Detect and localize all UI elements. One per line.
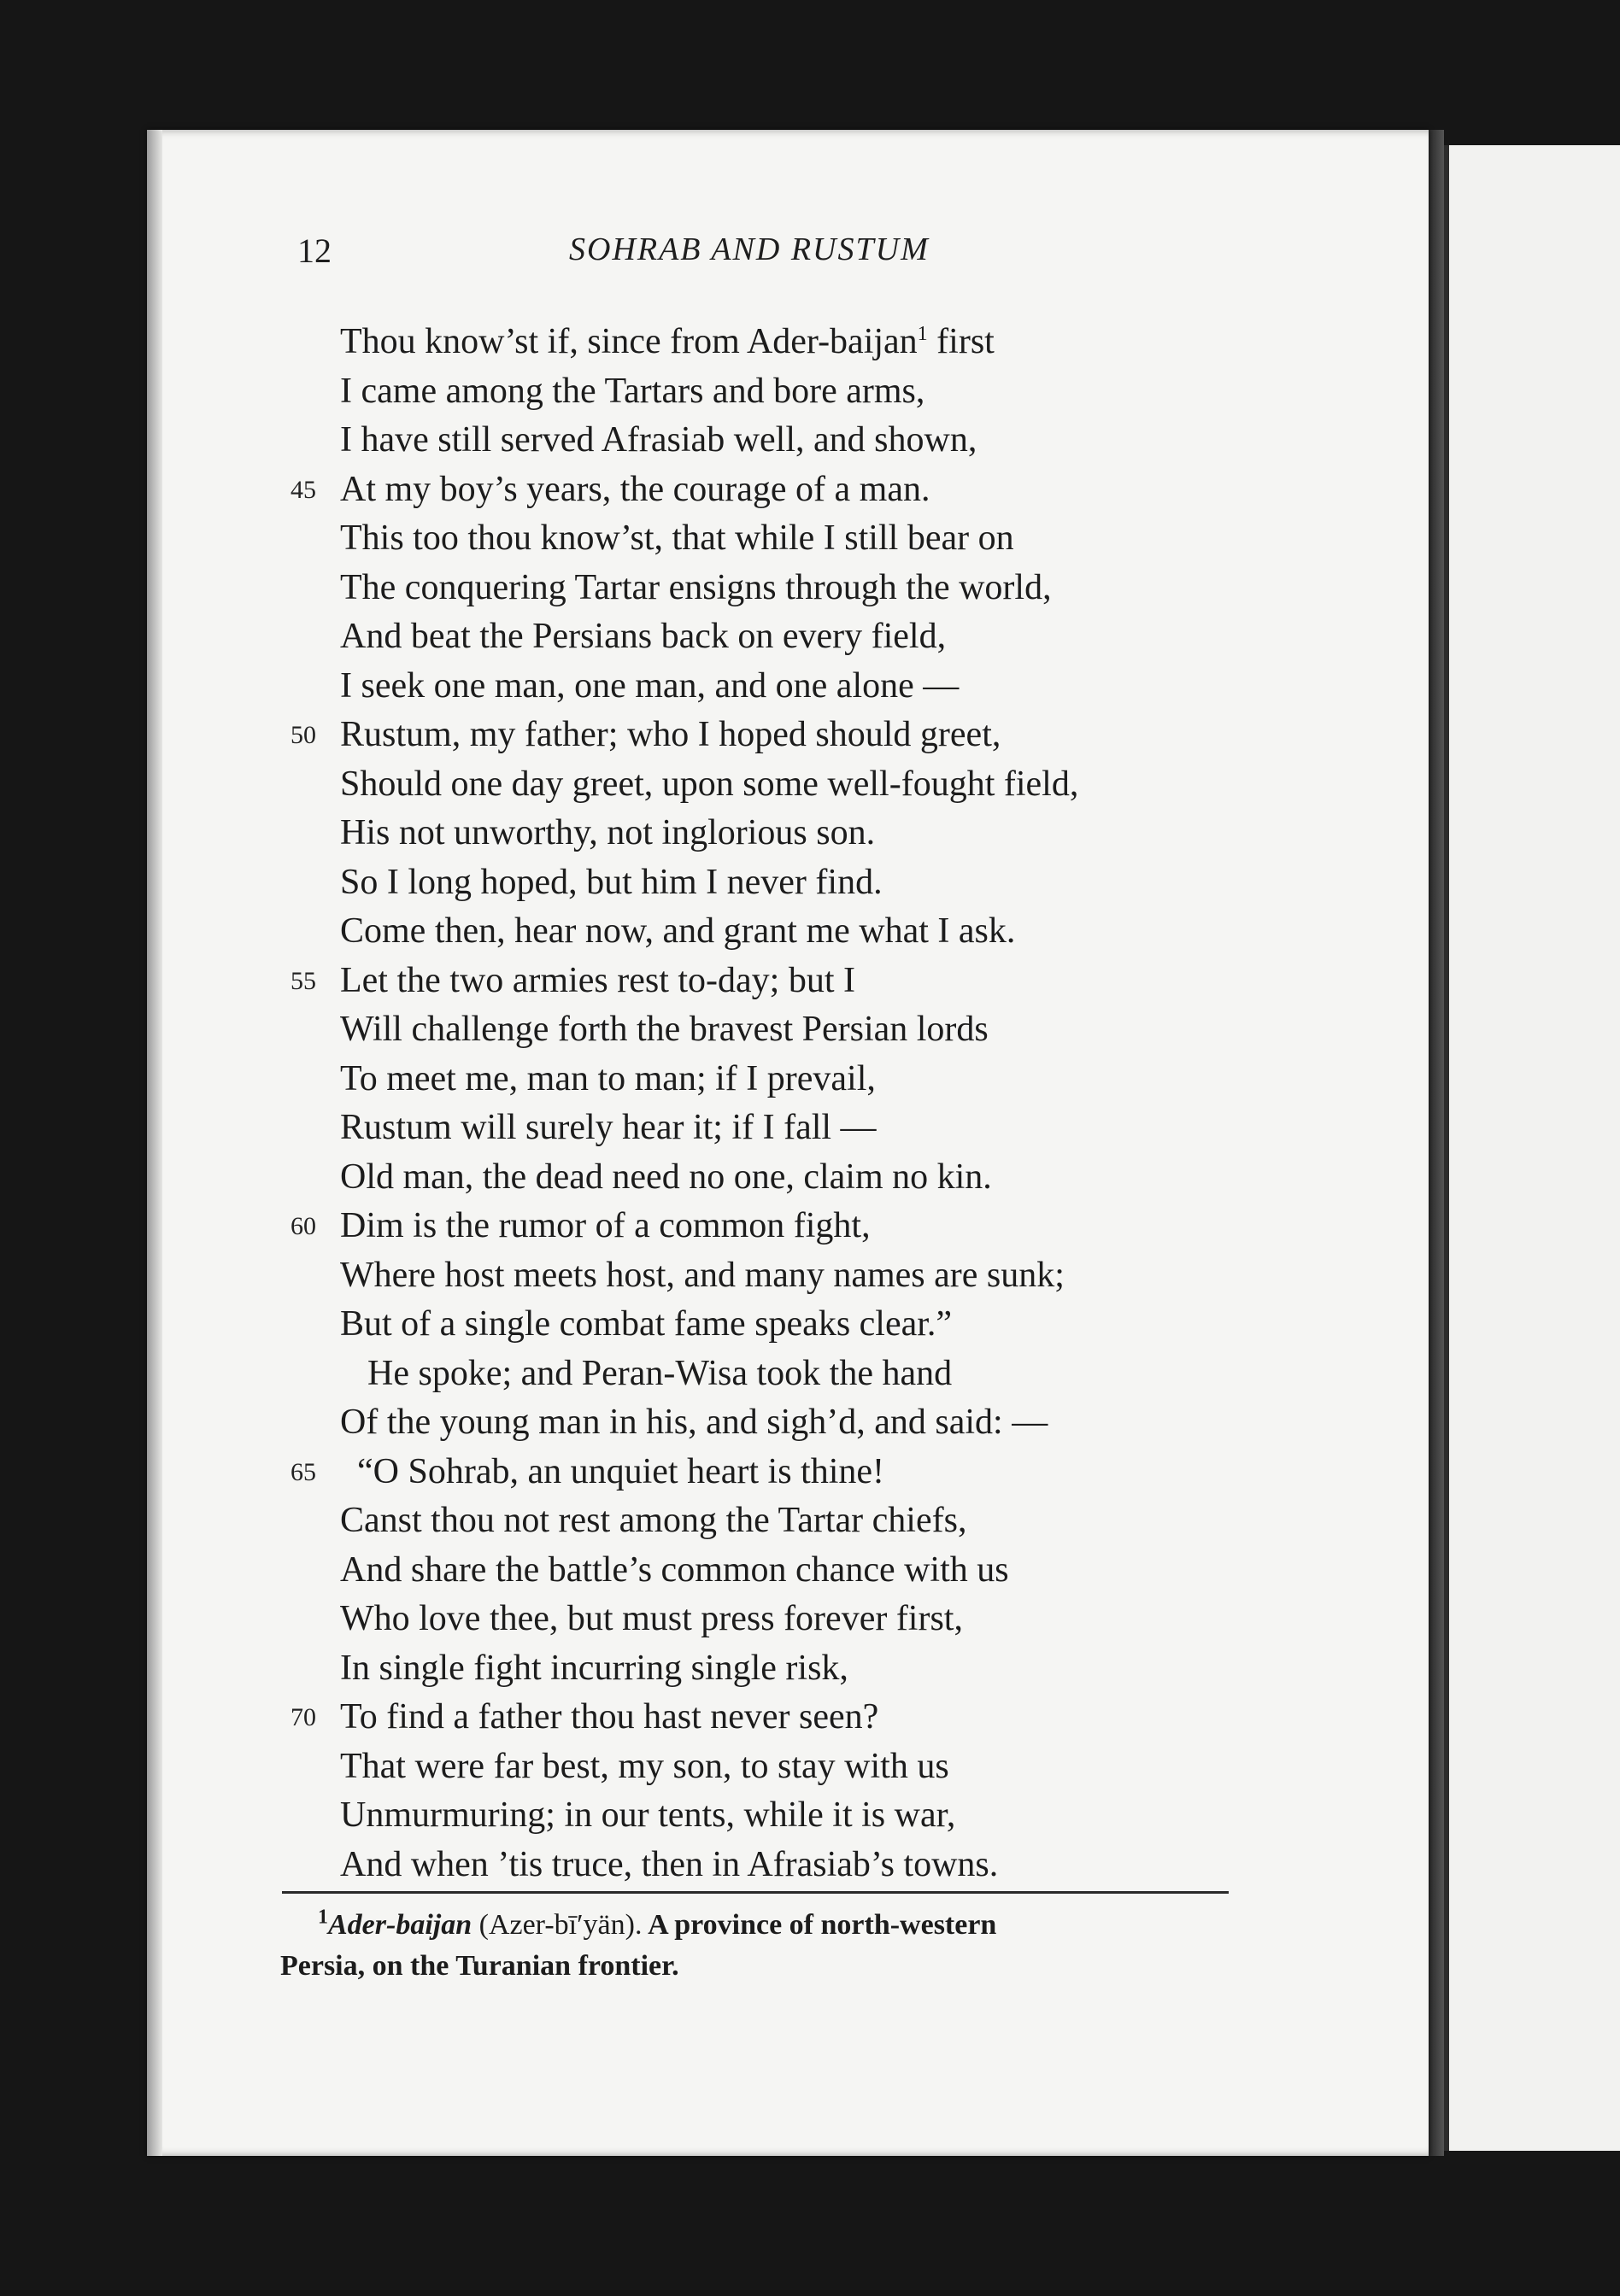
line-text-main: Unmurmuring; in our tents, while it is war,: [340, 1795, 956, 1835]
line-text-main: Where host meets host, and many names are sunk;: [340, 1255, 1065, 1295]
poem-line: [147, 1005, 1429, 1055]
line-text-main: But of a single combat fame speaks clear.”: [340, 1304, 953, 1344]
line-text-main: Let the two armies rest to-day; but I: [340, 960, 855, 1000]
poem-line: [147, 1546, 1429, 1596]
page-number: 12: [297, 231, 332, 270]
line-text-main: “O Sohrab, an unquiet heart is thine!: [357, 1451, 884, 1491]
line-text: [340, 711, 1001, 760]
footnote-mark: 1: [318, 1906, 328, 1929]
line-text-main: He spoke; and Peran-Wisa took the hand: [367, 1353, 953, 1393]
line-text-main: I came among the Tartars and bore arms,: [340, 371, 925, 411]
line-text: [340, 564, 1052, 613]
poem-line: [147, 564, 1429, 613]
footnote-first-line: [280, 1905, 1237, 1946]
line-text-main: Dim is the rumor of a common fight,: [340, 1206, 871, 1245]
line-number: 65: [291, 1457, 316, 1486]
facing-page: [1444, 145, 1620, 2151]
line-text: [340, 1791, 955, 1841]
poem-line: [147, 514, 1429, 564]
line-text: [340, 1742, 949, 1792]
line-text-main: Will challenge forth the bravest Persian lords: [340, 1010, 989, 1049]
line-text: [340, 1055, 876, 1104]
line-text-main: At my boy’s years, the courage of a man.: [340, 469, 930, 509]
line-number: 45: [291, 475, 316, 504]
line-text-main: The conquering Tartar ensigns through the world,: [340, 567, 1052, 607]
footnote: [280, 1905, 1237, 1987]
line-text-main: Rustum will surely hear it; if I fall —: [340, 1108, 877, 1147]
line-text: [340, 1251, 1065, 1301]
line-text-main: And beat the Persians back on every field,: [340, 617, 947, 656]
line-text-main: Should one day greet, upon some well-fought field,: [340, 764, 1079, 804]
poem-line: [147, 1350, 1429, 1399]
line-text-main: To meet me, man to man; if I prevail,: [340, 1058, 876, 1098]
poem-line: [147, 1104, 1429, 1153]
poem-line: [147, 1693, 1429, 1742]
line-text: [340, 1153, 992, 1203]
line-text: [340, 662, 959, 712]
footnote-text-line1: A province of north-western: [642, 1909, 997, 1941]
line-text: [340, 466, 930, 515]
line-text: [340, 907, 1015, 957]
poem-line: [147, 957, 1429, 1006]
poem-line: [147, 1841, 1429, 1890]
poem-line: [147, 318, 1429, 367]
line-text: [340, 514, 1014, 564]
page-header: [147, 231, 1429, 282]
poem-line: [147, 1202, 1429, 1251]
footnote-pronunciation: (Azer-bī′yän).: [472, 1909, 643, 1941]
line-text-main: That were far best, my son, to stay with us: [340, 1746, 949, 1786]
line-text: [340, 957, 855, 1006]
line-text-main: So I long hoped, but him I never find.: [340, 862, 883, 902]
poem-line: [147, 1153, 1429, 1203]
footnote-term: Ader-baijan: [328, 1909, 472, 1941]
footnote-rule: [282, 1891, 1229, 1894]
line-text: [340, 367, 924, 417]
footnote-text-line2: Persia, on the Turanian frontier.: [280, 1950, 679, 1982]
line-text: [340, 1644, 848, 1694]
poem-line: [147, 760, 1429, 810]
poem-line: [147, 1251, 1429, 1301]
poem-text: [147, 318, 1429, 1889]
line-text-after: first: [927, 322, 995, 361]
line-number: 60: [291, 1212, 316, 1240]
line-text-main: And share the battle’s common chance with us: [340, 1549, 1009, 1590]
line-text: [340, 1496, 966, 1546]
line-number: 55: [291, 966, 316, 995]
poem-line: [147, 1448, 1429, 1497]
line-text: [340, 1546, 1009, 1596]
line-number: 50: [291, 721, 316, 749]
poem-line: [147, 1300, 1429, 1350]
line-text: [340, 1595, 963, 1644]
poem-line: [147, 1398, 1429, 1448]
line-text: [340, 1300, 952, 1350]
line-text: [357, 1448, 884, 1497]
footnote-reference: 1: [917, 323, 928, 345]
poem-line: [147, 907, 1429, 957]
line-text-main: To find a father thou hast never seen?: [340, 1697, 879, 1737]
line-text-main: Thou know’st if, since from Ader-baijan: [340, 322, 918, 361]
line-text: [340, 612, 946, 662]
book-gutter: [1429, 130, 1444, 2156]
line-text: [340, 1398, 1048, 1448]
line-text-main: Canst thou not rest among the Tartar chiefs,: [340, 1501, 967, 1540]
poem-line: [147, 367, 1429, 417]
running-title: SOHRAB AND RUSTUM: [569, 231, 930, 267]
line-text: [340, 1693, 878, 1742]
line-text: [340, 809, 875, 858]
facing-page-edge: [1444, 145, 1449, 2151]
poem-line: [147, 1496, 1429, 1546]
poem-line: [147, 1055, 1429, 1104]
line-text-main: Come then, hear now, and grant me what I ask.: [340, 911, 1016, 951]
poem-line: [147, 1595, 1429, 1644]
line-text-main: This too thou know’st, that while I still bear on: [340, 518, 1014, 558]
poem-line: [147, 416, 1429, 466]
line-text-main: His not unworthy, not inglorious son.: [340, 813, 876, 852]
line-text-main: Rustum, my father; who I hoped should greet,: [340, 715, 1001, 754]
line-text-main: In single fight incurring single risk,: [340, 1648, 848, 1688]
line-text: [340, 760, 1078, 810]
book-page: [147, 130, 1429, 2156]
line-text: [340, 858, 883, 908]
poem-line: [147, 711, 1429, 760]
line-text: [340, 318, 995, 367]
poem-line: [147, 466, 1429, 515]
line-text-main: Old man, the dead need no one, claim no kin.: [340, 1157, 992, 1197]
poem-line: [147, 858, 1429, 908]
line-text-main: I have still served Afrasiab well, and shown,: [340, 420, 977, 460]
line-text-main: And when ’tis truce, then in Afrasiab’s towns.: [340, 1844, 999, 1884]
poem-line: [147, 1791, 1429, 1841]
poem-line: [147, 1742, 1429, 1792]
line-text: [367, 1350, 952, 1399]
line-text-main: Who love thee, but must press forever first,: [340, 1599, 963, 1638]
line-text-main: Of the young man in his, and sigh’d, and said: —: [340, 1403, 1048, 1442]
poem-line: [147, 612, 1429, 662]
line-text: [340, 1202, 871, 1251]
line-text: [340, 416, 977, 466]
line-text: [340, 1005, 989, 1055]
poem-line: [147, 809, 1429, 858]
poem-line: [147, 1644, 1429, 1694]
line-number: 70: [291, 1703, 316, 1731]
line-text: [340, 1104, 877, 1153]
line-text: [340, 1841, 998, 1890]
line-text-main: I seek one man, one man, and one alone —: [340, 665, 960, 706]
poem-line: [147, 662, 1429, 712]
